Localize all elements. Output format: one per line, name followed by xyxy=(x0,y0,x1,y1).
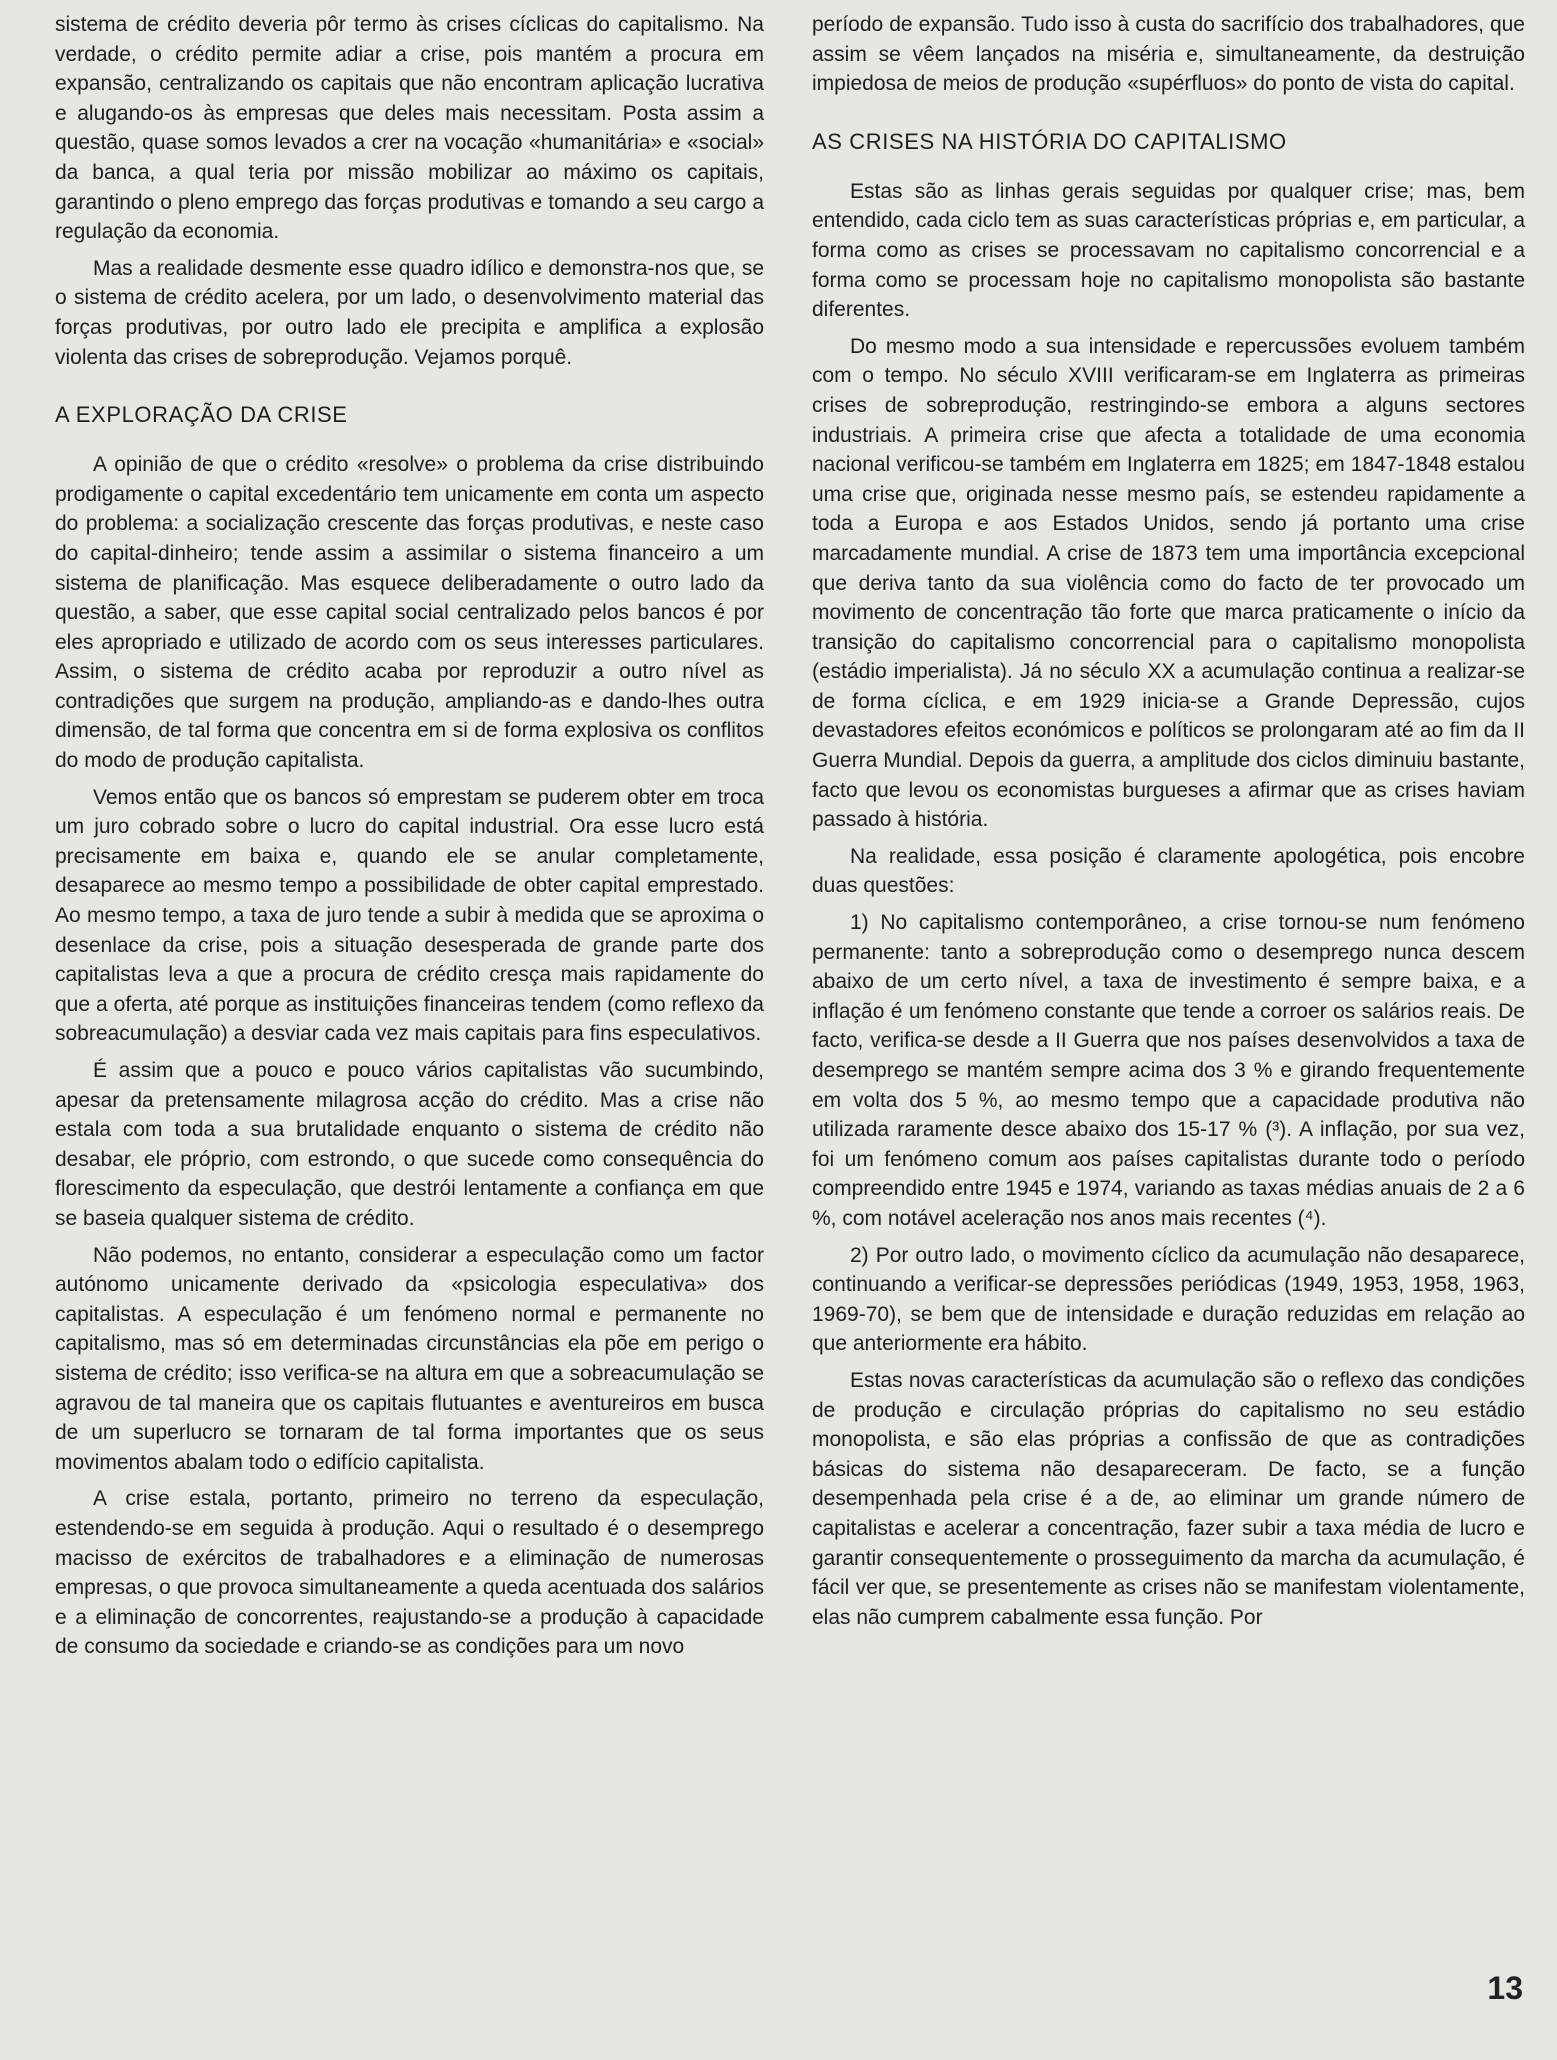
paragraph: Estas são as linhas gerais seguidas por qualquer crise; mas, bem entendido, cada ciclo tem as suas características próprias e, em particular, a forma como as crises se processavam no capitalismo concorrencial e a forma como se processam hoje no capitalismo monopolista são bastante diferentes. xyxy=(812,179,1525,322)
paragraph: Mas a realidade desmente esse quadro idílico e demonstra-nos que, se o sistema de crédito acelera, por um lado, o desenvolvimento material das forças produtivas, por outro lado ele precipita e amplifica a explosão violenta das crises de sobreprodução. Vejamos porquê. xyxy=(55,256,764,369)
section-heading: AS CRISES NA HISTÓRIA DO CAPITALISMO xyxy=(812,128,1287,154)
paragraph: período de expansão. Tudo isso à custa do sacrifício dos trabalhadores, que assim se vêem lançados na miséria e, simultaneamente, da destruição impiedosa de meios de produção «supérfluos» do ponto de vista do capital. xyxy=(812,13,1525,96)
paragraph: A opinião de que o crédito «resolve» o problema da crise distribuindo prodigamente o capital excedentário tem unicamente em conta um aspecto do problema: a socialização crescente das forças produtivas, e neste caso do capital-dinheiro; tende assim a assimilar o sistema financeiro a um sistema de planificação. Mas esquece deliberadamente o outro lado da questão, a saber, que esse capital social centralizado pelos bancos é por eles apropriado e utilizado de acordo com os seus interesses particulares. Assim, o sistema de crédito acaba por reproduzir a outro nível as contradições que surgem na produção, ampliando-as e dando-lhes outra dimensão, de tal forma que concentra em si de forma explosiva os conflitos do modo de produção capitalista. xyxy=(55,453,764,773)
paragraph: 1) No capitalismo contemporâneo, a crise tornou-se num fenómeno permanente: tanto a sobreprodução como o desemprego nunca descem abaixo de um certo nível, a taxa de investimento é sempre baixa, e a inflação é um fenómeno constante que tende a corroer os salários reais. De facto, verifica-se desde a II Guerra que nos países desenvolvidos a taxa de desemprego se mantém sempre acima dos 3 % e girando frequentemente em volta dos 5 %, ao mesmo tempo que a capacidade produtiva não utilizada raramente desce abaixo dos 15-17 % (³). A inflação, por sua vez, foi um fenómeno comum aos países capitalistas durante todo o período compreendido entre 1945 e 1974, variando as taxas médias anuais de 2 a 6 %, com notável aceleração nos anos mais recentes (⁴). xyxy=(812,911,1525,1230)
left-column xyxy=(55,10,764,1669)
paragraph: Do mesmo modo a sua intensidade e repercussões evoluem também com o tempo. No século XVIII verificaram-se em Inglaterra as primeiras crises de sobreprodução, restringindo-se embora a alguns sectores industriais. A primeira crise que afecta a totalidade de uma economia nacional verificou-se também em Inglaterra em 1825; em 1847-1848 estalou uma crise que, originada nesse mesmo país, se estendeu rapidamente a toda a Europa e aos Estados Unidos, sendo já portanto uma crise marcadamente mundial. A crise de 1873 tem uma importância excepcional que deriva tanto da sua violência como do facto de ter provocado um movimento de concentração tão forte que marca praticamente o início da transição do capitalismo concorrencial para o capitalismo monopolista (estádio imperialista). Já no século XX a acumulação continua a realizar-se de forma cíclica, e em 1929 inicia-se a Grande Depressão, cujos devastadores efeitos económicos e políticos se prolongaram até ao fim da II Guerra Mundial. Depois da guerra, a amplitude dos ciclos diminuiu bastante, facto que levou os economistas burgueses a afirmar que as crises haviam passado à história. xyxy=(812,334,1525,832)
paragraph: Na realidade, essa posição é claramente apologética, pois encobre duas questões: xyxy=(812,844,1525,898)
paragraph: 2) Por outro lado, o movimento cíclico da acumulação não desaparece, continuando a verificar-se depressões periódicas (1949, 1953, 1958, 1963, 1969-70), se bem que de intensidade e duração reduzidas em relação ao que anteriormente era hábito. xyxy=(812,1243,1525,1356)
paragraph: Estas novas características da acumulação são o reflexo das condições de produção e circulação próprias do capitalismo no seu estádio monopolista, e são elas próprias a confissão de que as contradições básicas do sistema não desapareceram. De facto, se a função desempenhada pela crise é a de, ao eliminar um grande número de capitalistas e acelerar a concentração, fazer subir a taxa média de lucro e garantir consequentemente o prosseguimento da marcha da acumulação, é fácil ver que, se presentemente as crises não se manifestam violentamente, elas não cumprem cabalmente essa função. Por xyxy=(812,1368,1525,1629)
paragraph: Não podemos, no entanto, considerar a especulação como um factor autónomo unicamente derivado da «psicologia especulativa» dos capitalistas. A especulação é um fenómeno normal e permanente no capitalismo, mas só em determinadas circunstâncias ela põe em perigo o sistema de crédito; isso verifica-se na altura em que a sobreacumulação se agravou de tal maneira que os capitais flutuantes e aventureiros em busca de um superlucro se tornaram de tal forma importantes que os seus movimentos abalam todo o edifício capitalista. xyxy=(55,1243,764,1474)
page-number: 13 xyxy=(1487,1970,1523,2006)
right-column xyxy=(812,10,1525,1639)
paragraph: Vemos então que os bancos só emprestam se puderem obter em troca um juro cobrado sobre o lucro do capital industrial. Ora esse lucro está precisamente em baixa e, quando ele se anular completamente, desaparece ao mesmo tempo a possibilidade de obter capital emprestado. Ao mesmo tempo, a taxa de juro tende a subir à medida que se aproxima o desenlace da crise, pois a situação desesperada de grande parte dos capitalistas leva a que a procura de crédito cresça mais rapidamente do que a oferta, até porque as instituições financeiras tendem (como reflexo da sobreacumulação) a desviar cada vez mais capitais para fins especulativos. xyxy=(55,785,764,1046)
paragraph: A crise estala, portanto, primeiro no terreno da especulação, estendendo-se em seguida à produção. Aqui o resultado é o desemprego macisso de exércitos de trabalhadores e a eliminação de numerosas empresas, o que provoca simultaneamente a queda acentuada dos salários e a eliminação de concorrentes, reajustando-se a produção à capacidade de consumo da sociedade e criando-se as condições para um novo xyxy=(55,1487,764,1659)
paragraph: É assim que a pouco e pouco vários capitalistas vão sucumbindo, apesar da pretensamente milagrosa acção do crédito. Mas a crise não estala com toda a sua brutalidade enquanto o sistema de crédito não desabar, ele próprio, com estrondo, o que sucede como consequência do florescimento da especulação, que destrói lentamente a confiança em que se baseia qualquer sistema de crédito. xyxy=(55,1059,764,1230)
section-heading: A EXPLORAÇÃO DA CRISE xyxy=(55,402,348,428)
paragraph: sistema de crédito deveria pôr termo às crises cíclicas do capitalismo. Na verdade, o crédito permite adiar a crise, pois mantém a procura em expansão, centralizando os capitais que não encontram aplicação lucrativa e alugando-os às empresas que deles mais necessitam. Posta assim a questão, quase somos levados a crer na vocação «humanitária» e «social» da banca, a qual teria por missão mobilizar ao máximo os capitais, garantindo o pleno emprego das forças produtivas e tomando a seu cargo a regulação da economia. xyxy=(55,13,764,244)
